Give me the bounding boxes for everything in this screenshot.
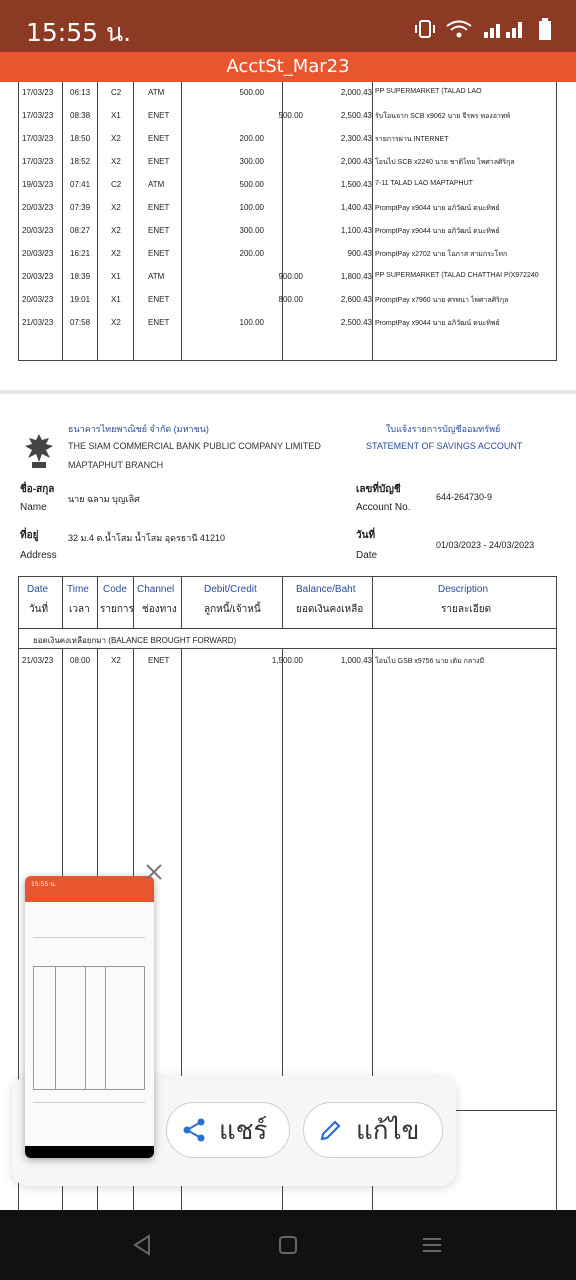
col-header-date-th: วันที่: [29, 604, 49, 615]
col-header-time-en: Time: [67, 584, 89, 595]
address-label-en: Address: [20, 550, 57, 561]
edit-label: แก้ไข: [356, 1115, 420, 1146]
document-title-bar: [0, 52, 576, 82]
back-icon[interactable]: [132, 1234, 152, 1256]
col-header-balance-en: Balance/Baht: [296, 584, 356, 595]
table-header-line: [18, 628, 557, 629]
table-col-line: [181, 576, 182, 628]
thumbnail-header: [25, 876, 154, 902]
bank-name-en: THE SIAM COMMERCIAL BANK PUBLIC COMPANY LIMITED: [68, 441, 321, 451]
table-col-line: [372, 576, 373, 628]
col-header-time-th: เวลา: [69, 604, 90, 615]
account-label-en: Account No.: [356, 502, 411, 513]
col-header-channel-en: Channel: [137, 584, 175, 595]
statement-title-en: STATEMENT OF SAVINGS ACCOUNT: [366, 441, 523, 451]
signal-icon: [482, 20, 528, 38]
table-bf-line: [18, 648, 557, 649]
share-button[interactable]: [166, 1102, 290, 1158]
system-navigation-bar: [0, 1210, 576, 1280]
address-value: 32 ม.4 ต.น้ำโสม น้ำโสม อุดรธานี 41210: [68, 533, 226, 543]
home-icon[interactable]: [278, 1235, 298, 1255]
table-row: 20/03/23 08:27 X2 ENET 300.00 1,100.43 PromptPay x9044 นาย อภิวัฒน์ ตนะทิพย์: [22, 226, 500, 235]
table-row: 21/03/23 08:00 X2 ENET 1,500.00 1,000.43 โอนไป GSB x9756 นาย เติม กลางมี: [22, 656, 485, 665]
col-header-date-en: Date: [27, 584, 49, 595]
table-row: 20/03/23 16:21 X2 ENET 200.00 900.43 PromptPay x2702 นาย โอภาส สามกระโทก: [22, 249, 508, 258]
status-bar: [0, 0, 576, 52]
screenshot-thumbnail[interactable]: [25, 876, 154, 1158]
table-row: 20/03/23 19:01 X1 ENET 800.00 2,600.43 PromptPay x7960 นาย ศรพนา ไพศาลศิริกุล: [22, 295, 509, 304]
status-time: 15:55 น.: [26, 18, 132, 47]
thumbnail-status-time: 15:55 น.: [31, 881, 57, 888]
table-row: 20/03/23 18:39 X1 ATM 900.00 1,800.43 PP SUPERMARKET (TALAD CHATTHAI P/X972240: [22, 272, 539, 281]
date-label-en: Date: [356, 550, 378, 561]
statement-period: 01/03/2023 - 24/03/2023: [436, 540, 535, 550]
pencil-icon: [318, 1117, 344, 1143]
thumbnail-document-preview: [25, 902, 154, 1148]
table-row: 20/03/23 07:39 X2 ENET 100.00 1,400.43 PromptPay x9044 นาย อภิวัฒน์ ตนะทิพย์: [22, 203, 500, 212]
account-holder-name: นาย ฉลาม บุญเลิศ: [68, 494, 140, 504]
bank-name-th: ธนาคารไทยพาณิชย์ จำกัด (มหาชน): [68, 424, 209, 434]
pdf-page-1: [0, 82, 576, 390]
wifi-icon: [446, 20, 472, 38]
date-label-th: วันที่: [356, 530, 376, 541]
name-label-en: Name: [20, 502, 47, 513]
col-header-debit-credit-en: Debit/Credit: [204, 584, 257, 595]
col-header-channel-th: ช่องทาง: [142, 604, 177, 615]
account-number: 644-264730-9: [436, 492, 493, 502]
table-border-top: [18, 576, 557, 577]
balance-brought-forward: ยอดเงินคงเหลือยกมา (BALANCE BROUGHT FORWARD): [33, 636, 237, 645]
table-row: 17/03/23 08:38 X1 ENET 500.00 2,500.43 รับโอนจาก SCB x9062 นาย จีรพร ทองอาทพ์: [22, 111, 511, 120]
col-header-code-en: Code: [103, 584, 127, 595]
table-col-line: [97, 576, 98, 628]
table-border-bottom: [18, 360, 557, 361]
status-icons: [414, 18, 552, 40]
table-row: 17/03/23 18:52 X2 ENET 300.00 2,000.43 โอนไป SCB x2240 นาย ชาติไทย ไพศาลศิริกุล: [22, 157, 515, 166]
table-row: 17/03/23 18:50 X2 ENET 200.00 2,300.43 รายการผ่าน INTERNET: [22, 134, 449, 143]
recent-apps-icon[interactable]: [422, 1236, 442, 1254]
col-header-code-th: รายการ: [100, 604, 134, 615]
col-header-description-th: รายละเอียด: [441, 604, 492, 615]
table-col-line: [282, 576, 283, 628]
col-header-description-en: Description: [438, 584, 489, 595]
vibrate-icon: [414, 20, 436, 38]
table-total-line: [456, 1110, 557, 1111]
col-header-debit-credit-th: ลูกหนี้/เจ้าหนี้: [204, 604, 261, 615]
address-label-th: ที่อยู่: [20, 530, 39, 541]
thumbnail-nav-bar: [25, 1146, 154, 1158]
table-row: 17/03/23 06:13 C2 ATM 500.00 2,000.43 PP SUPERMARKET (TALAD LAO: [22, 88, 482, 97]
statement-title-th: ใบแจ้งรายการบัญชีออมทรัพย์: [386, 424, 501, 434]
col-header-balance-th: ยอดเงินคงเหลือ: [296, 604, 364, 615]
table-col-line: [62, 576, 63, 628]
table-row: 19/03/23 07:41 C2 ATM 500.00 1,500.43 7-11 TALAD LAO MAPTAPHUT: [22, 180, 473, 189]
branch-name: MAPTAPHUT BRANCH: [68, 460, 164, 470]
table-row: 21/03/23 07:58 X2 ENET 100.00 2,500.43 PromptPay x9044 นาย อภิวัฒน์ ตนะทิพย์: [22, 318, 500, 327]
name-label-th: ชื่อ-สกุล: [20, 484, 55, 495]
close-thumbnail-icon[interactable]: [144, 862, 164, 882]
document-title: AcctSt_Mar23: [226, 56, 350, 77]
edit-button[interactable]: [303, 1102, 443, 1158]
account-label-th: เลขที่บัญชี: [356, 484, 401, 495]
share-icon: [181, 1117, 207, 1143]
share-label: แชร์: [219, 1115, 268, 1146]
bank-seal-icon: [22, 432, 56, 470]
battery-icon: [538, 18, 552, 40]
